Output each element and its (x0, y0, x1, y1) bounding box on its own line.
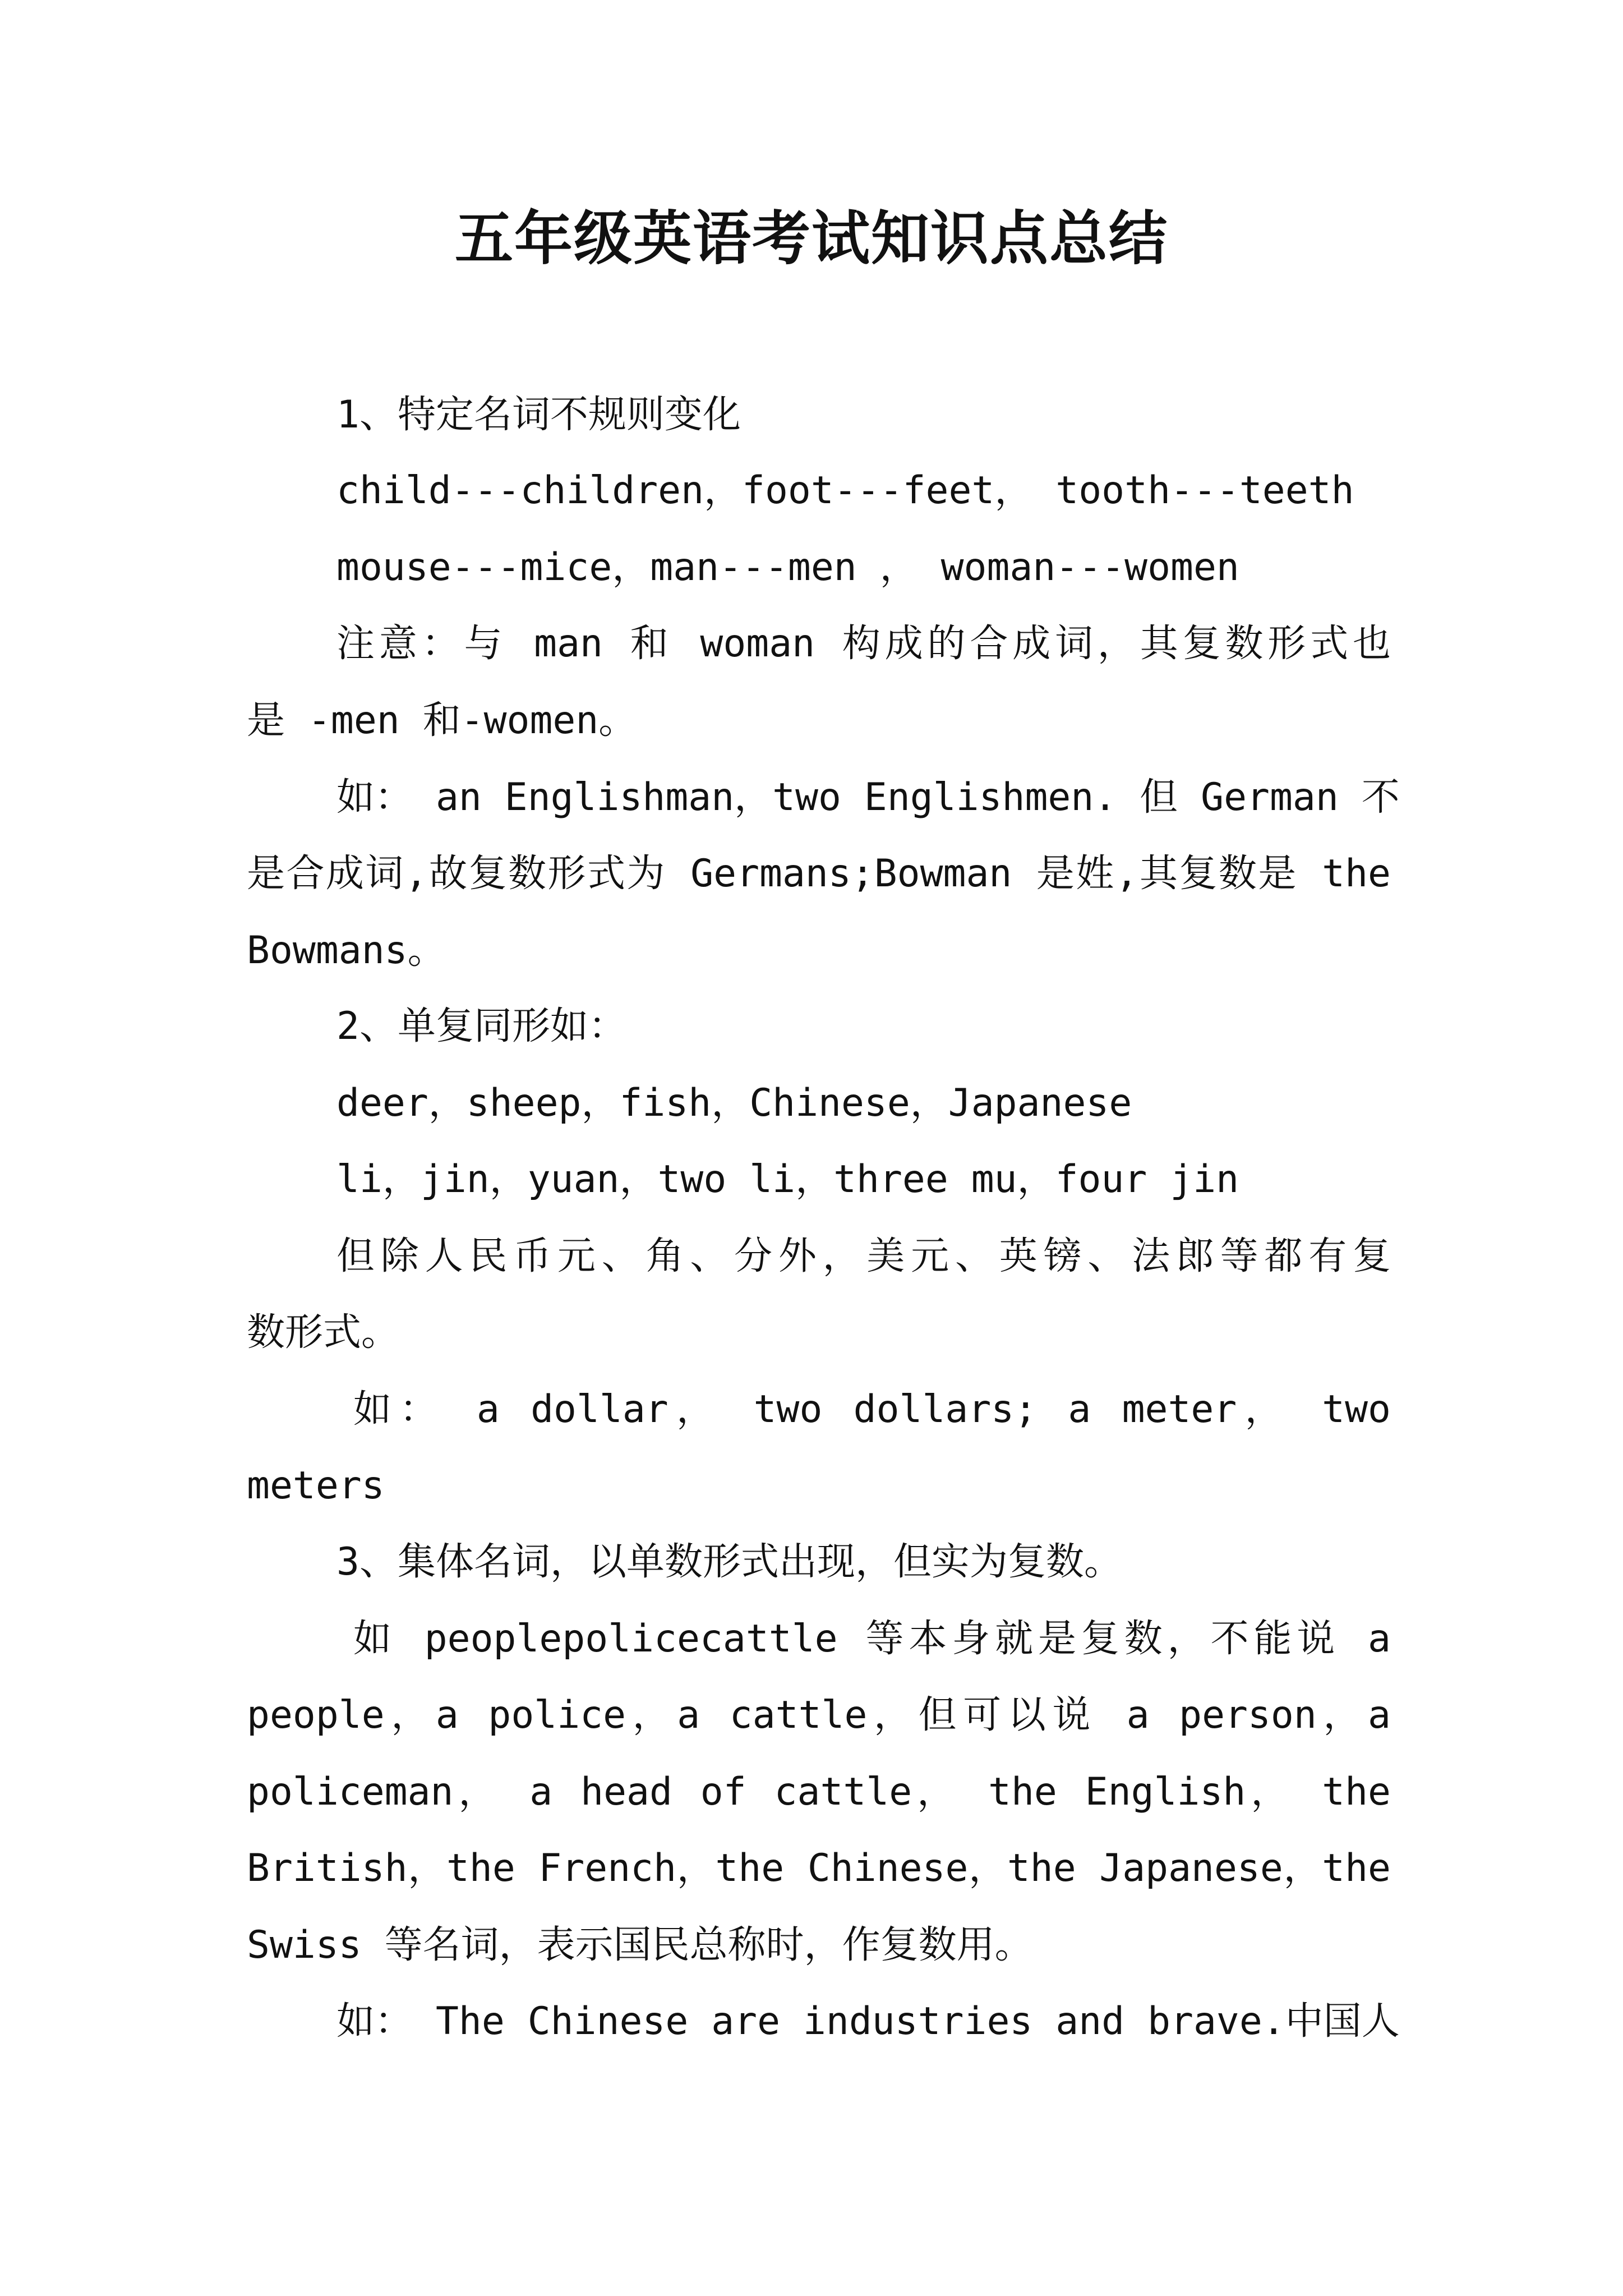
text-line: 注意：与 man 和 woman 构成的合成词，其复数形式也 (336, 622, 1391, 666)
text-line: meters (247, 1464, 385, 1508)
text-line: Bowmans。 (247, 928, 446, 973)
text-line: British，the French，the Chinese，the Japanese，the (247, 1846, 1391, 1890)
text-line: 数形式。 (247, 1310, 400, 1355)
document-title: 五年级英语考试知识点总结 (454, 204, 1168, 273)
text-line: 如 peoplepolicecattle 等本身就是复数，不能说 a (353, 1617, 1391, 1661)
text-line: 如： an Englishman，two Englishmen. 但 German 不 (336, 775, 1400, 820)
text-line: mouse---mice，man---men ， woman---women (336, 545, 1239, 590)
text-line: deer，sheep，fish，Chinese，Japanese (336, 1081, 1132, 1125)
text-line: li，jin，yuan，two li，three mu，four jin (336, 1157, 1239, 1202)
text-line: Swiss 等名词，表示国民总称时，作复数用。 (247, 1923, 1033, 1967)
text-line: child---children，foot---feet， tooth---teeth (336, 468, 1354, 513)
text-line: policeman， a head of cattle， the English， the (247, 1770, 1391, 1814)
section-heading-1: 1、特定名词不规则变化 (336, 393, 741, 437)
text-line: 如： The Chinese are industries and brave.中国人 (336, 1999, 1400, 2044)
text-line: 但除人民币元、角、分外，美元、英镑、法郎等都有复 (336, 1234, 1391, 1278)
text-line: 是合成词,故复数形式为 Germans;Bowman 是姓,其复数是 the (247, 852, 1391, 896)
text-line: people，a police，a cattle，但可以说 a person，a (247, 1693, 1391, 1737)
section-heading-3: 3、集体名词，以单数形式出现，但实为复数。 (336, 1540, 1122, 1584)
text-line: 是 -men 和-women。 (247, 698, 637, 743)
text-line: 如： a dollar， two dollars; a meter， two (353, 1387, 1391, 1432)
section-heading-2: 2、单复同形如： (336, 1004, 626, 1048)
